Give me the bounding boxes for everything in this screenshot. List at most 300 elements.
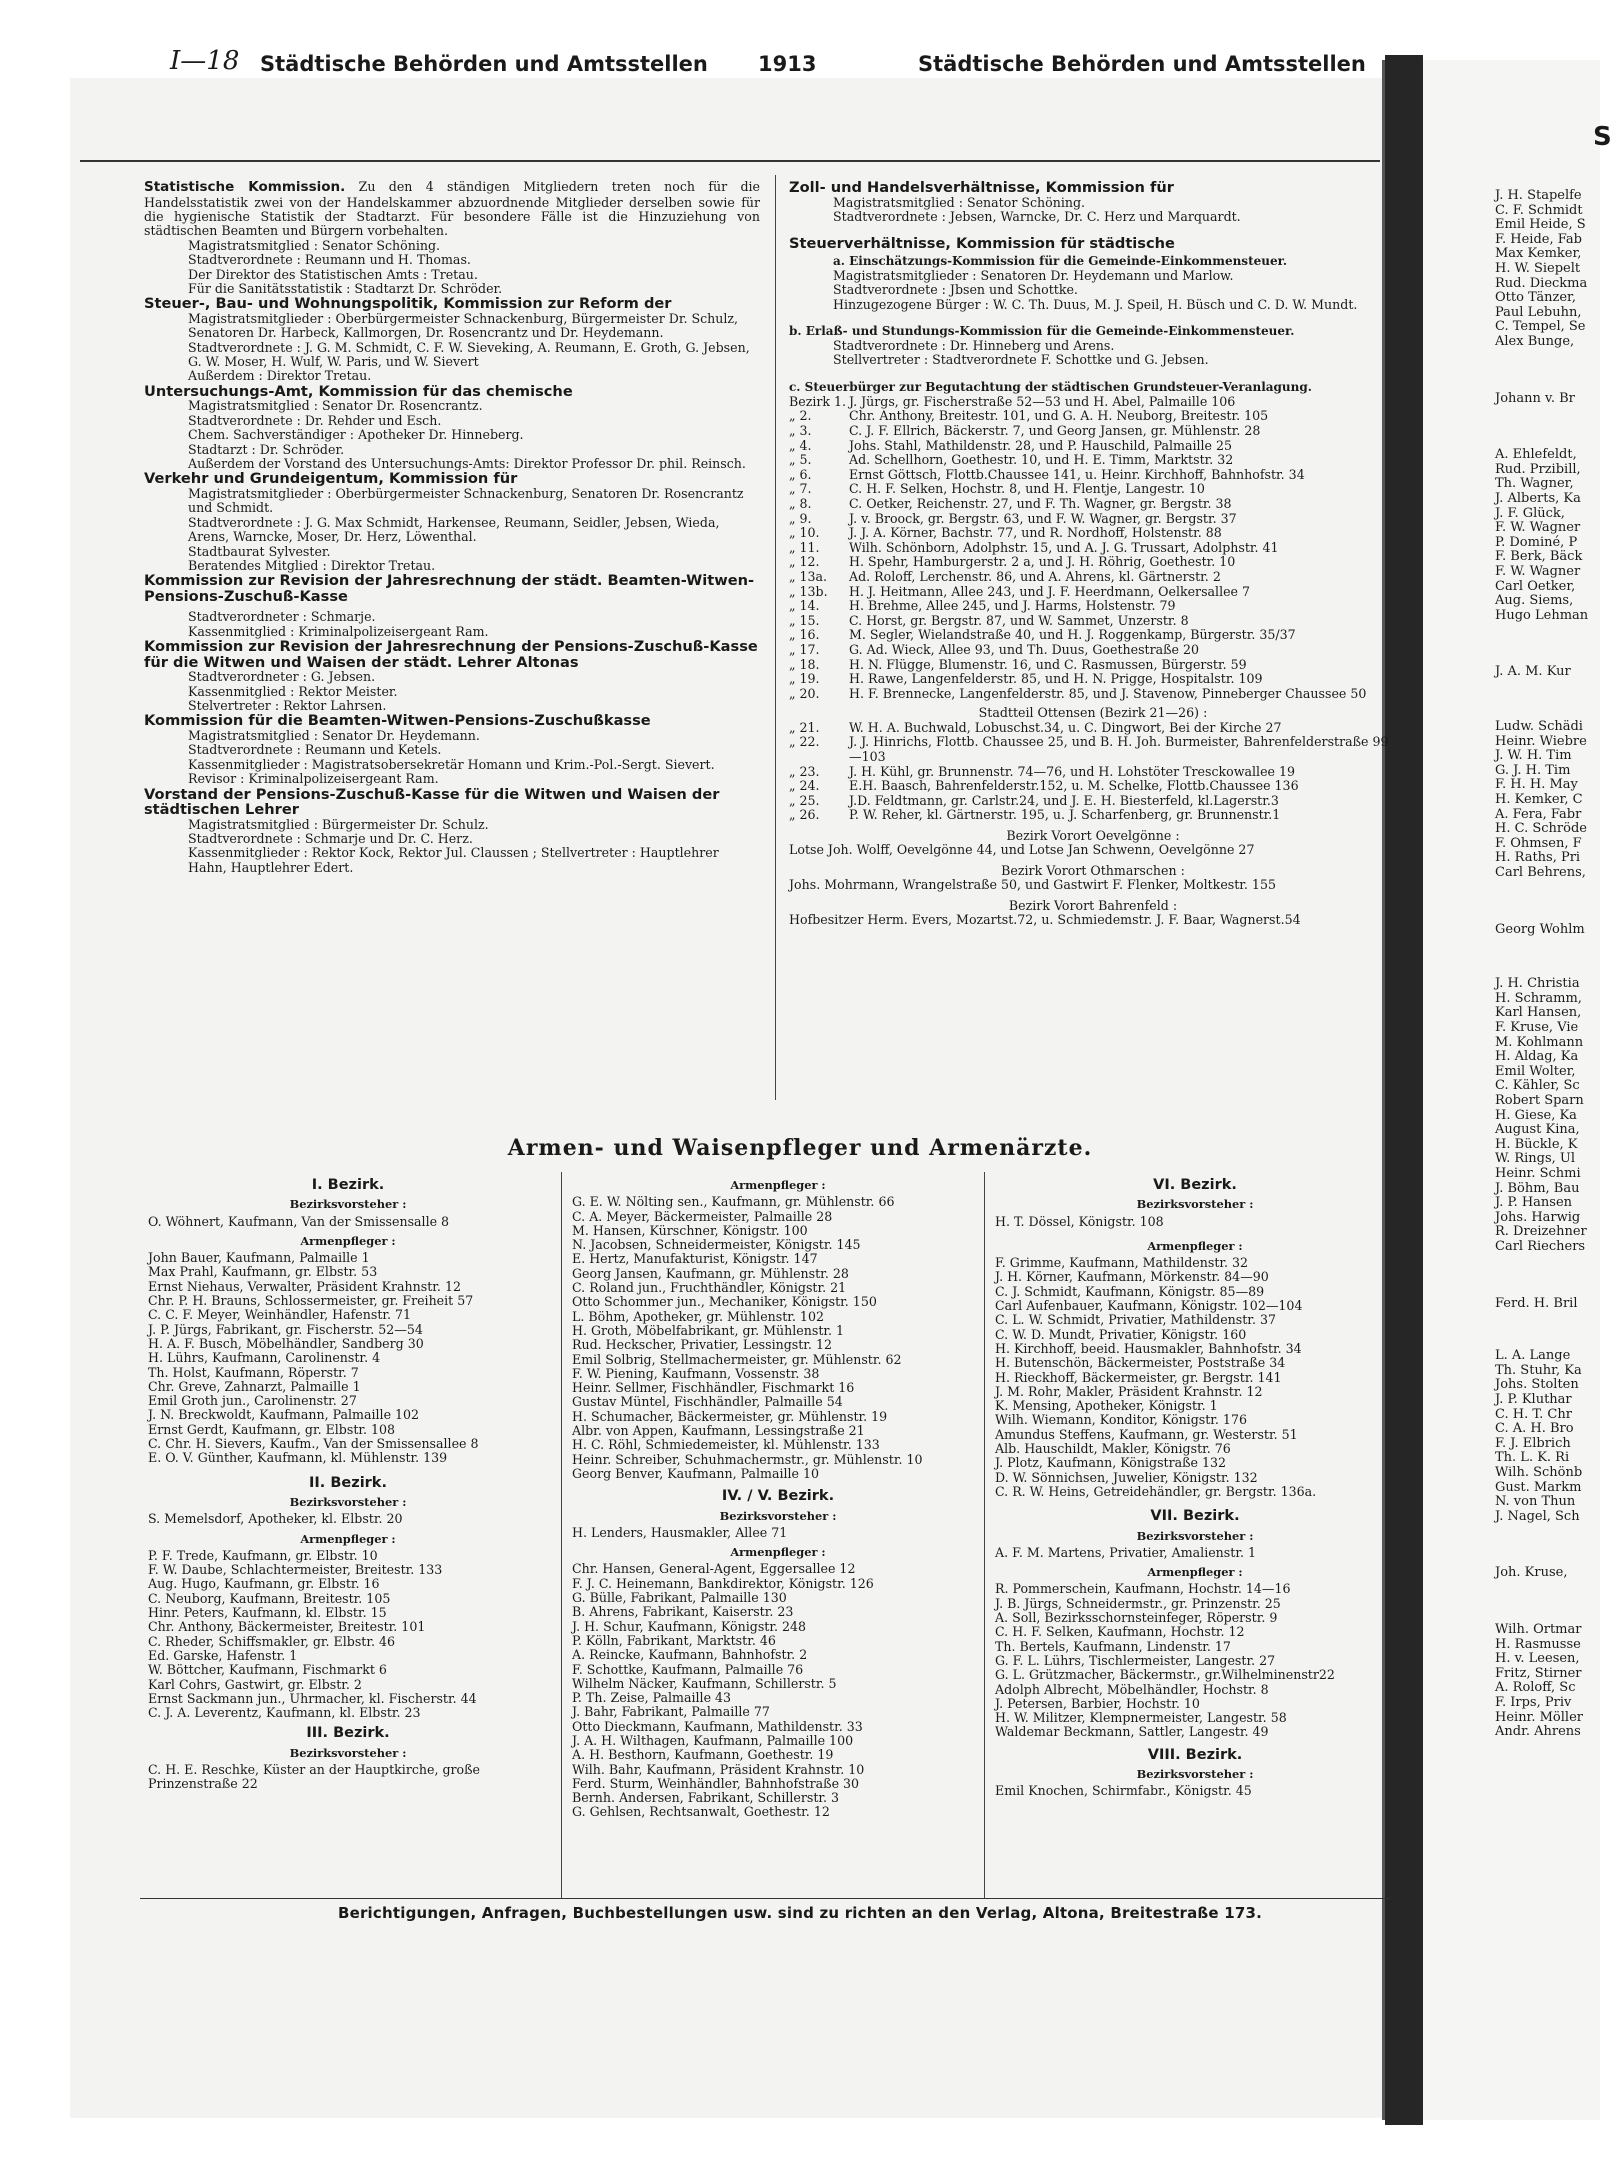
adjacent-page-line: J. Nagel, Sch	[1495, 1508, 1580, 1524]
bezirk-text: W. H. A. Buchwald, Lobuschst.34, u. C. Dingwort, Bei der Kirche 27	[849, 719, 1282, 735]
adjacent-page-line: H. Aldag, Ka	[1495, 1049, 1579, 1065]
list-line: C. R. W. Heins, Getreidehändler, gr. Bergstr. 136a.	[995, 1483, 1317, 1499]
list-line: E. O. V. Günther, Kaufmann, kl. Mühlenstr. 139	[148, 1450, 448, 1466]
adjacent-page-line: Carl Oetker,	[1495, 578, 1576, 594]
list-line: C. H. F. Selken, Kaufmann, Hochstr. 12	[995, 1624, 1245, 1640]
list-line: Aug. Hugo, Kaufmann, gr. Elbstr. 16	[148, 1576, 380, 1592]
bezirk-row	[789, 658, 1397, 673]
bezirk-row	[789, 526, 1397, 541]
header-rule	[80, 160, 1380, 162]
adjacent-page-line: F. W. Wagner	[1495, 564, 1581, 579]
list-line: G. F. L. Lührs, Tischlermeister, Langestr. 27	[995, 1652, 1276, 1668]
list-line: C. Roland jun., Fruchthändler, Königstr. 21	[572, 1280, 847, 1296]
list-line: P. Kölln, Fabrikant, Marktstr. 46	[572, 1632, 776, 1648]
adjacent-page-line: Heinr. Wiebre	[1495, 733, 1587, 749]
list-line: J. H. Körner, Kaufmann, Mörkenstr. 84—90	[995, 1269, 1269, 1285]
bezirk-row	[789, 794, 1397, 809]
bezirk-text: H. Rawe, Langenfelderstr. 85, und H. N. Prigge, Hospitalstr. 109	[849, 671, 1263, 687]
adjacent-page	[1423, 60, 1612, 2120]
list-line: Magistratsmitglied : Senator Dr. Rosencrantz.	[188, 398, 483, 414]
col2-pfleger-2	[572, 1562, 984, 1819]
bezirk-number: „ 2.	[789, 408, 812, 424]
bezirk-text: J.D. Feldtmann, gr. Carlstr.24, und J. E. H. Biesterfeld, kl.Lagerstr.3	[849, 792, 1279, 808]
adjacent-page-line: C. A. H. Bro	[1495, 1421, 1574, 1437]
list-line: Karl Cohrs, Gastwirt, gr. Elbstr. 2	[148, 1676, 362, 1692]
list-line: Stadtverordnete : Jebsen, Warncke, Dr. C. Herz und Marquardt.	[833, 208, 1241, 224]
adjacent-page-line: Georg Wohlm	[1495, 921, 1585, 937]
adjacent-page-line: C. Kähler, Sc	[1495, 1078, 1580, 1094]
list-line: Stadtverordneter : G. Jebsen.	[188, 669, 376, 685]
adjacent-page-line: C. Tempel, Se	[1495, 319, 1586, 335]
list-line: C. Neuborg, Kaufmann, Breitestr. 105	[148, 1590, 391, 1606]
list-line: C. L. W. Schmidt, Privatier, Mathildenstr. 37	[995, 1312, 1276, 1328]
pfleger-label: Armenpfleger :	[300, 1531, 396, 1546]
bezirk-text: H. F. Brennecke, Langenfelderstr. 85, und J. Stavenow, Pinneberger Chaussee 50	[849, 685, 1367, 701]
list-line: Ernst Niehaus, Verwalter, Präsident Krahnstr. 12	[148, 1278, 461, 1294]
bezirk-text: E.H. Baasch, Bahrenfelderstr.152, u. M. Schelke, Flottb.Chaussee 136	[849, 778, 1299, 794]
steuerv-title: Steuerverhältnisse, Kommission für städtische	[789, 235, 1175, 253]
zoll-title: Zoll- und Handelsverhältnisse, Kommission für	[789, 179, 1174, 196]
armen-title: Armen- und Waisenpfleger und Armenärzte.	[507, 1135, 1093, 1161]
list-line: Waldemar Beckmann, Sattler, Langestr. 49	[995, 1724, 1269, 1740]
bezirk-row	[789, 721, 1397, 736]
list-line: Th. Holst, Kaufmann, Röperstr. 7	[148, 1364, 359, 1380]
adjacent-page-line: J. Alberts, Ka	[1495, 491, 1581, 506]
adjacent-page-line: H. C. Schröde	[1495, 821, 1587, 837]
adjacent-page-line: A. Ehlefeldt,	[1495, 447, 1577, 463]
bezirk-row	[789, 512, 1397, 527]
bezirk-number: „ 4.	[789, 437, 812, 453]
pfleger-label: Armenpfleger :	[730, 1178, 826, 1192]
list-line: H. Rieckhoff, Bäckermeister, gr. Bergstr. 141	[995, 1369, 1282, 1385]
bezirk-number: „ 6.	[789, 466, 812, 482]
vorstand-title: Vorstand der Pensions-Zuschuß-Kasse für die Witwen und Waisen der städtischen Lehrer	[144, 785, 720, 818]
adjacent-page-line: A. Roloff, Sc	[1495, 1680, 1576, 1696]
oevelgoenne-text: Lotse Joh. Wolff, Oevelgönne 44, und Lotse Jan Schwenn, Oevelgönne 27	[789, 842, 1255, 858]
bezirk-number: „ 20.	[789, 685, 820, 701]
list-line: J. Plotz, Kaufmann, Königstraße 132	[995, 1455, 1227, 1471]
bezirk-number: „ 25.	[789, 792, 820, 808]
header-year: 1913	[758, 52, 817, 76]
adjacent-page-line: Th. Stuhr, Ka	[1495, 1362, 1582, 1378]
list-line: N. Jacobsen, Schneidermeister, Königstr. 145	[572, 1237, 861, 1253]
adjacent-page-line: Wilh. Ortmar	[1495, 1622, 1582, 1637]
adjacent-page-line: Heinr. Möller	[1495, 1709, 1583, 1725]
list-line: E. Hertz, Manufakturist, Königstr. 147	[572, 1251, 818, 1267]
list-line: Für die Sanitätsstatistik : Stadtarzt Dr. Schröder.	[188, 280, 503, 296]
adjacent-page-line: J. H. Stapelfe	[1495, 188, 1582, 203]
list-line: Ed. Garske, Hafenstr. 1	[148, 1647, 298, 1663]
adjacent-page-line: Karl Hansen,	[1495, 1005, 1582, 1021]
list-line: H. Lührs, Kaufmann, Carolinenstr. 4	[148, 1350, 381, 1366]
list-line: H. Kirchhoff, beeid. Hausmakler, Bahnhofstr. 34	[995, 1340, 1302, 1356]
pfleger-label: Armenpfleger :	[1147, 1238, 1243, 1253]
list-line: Bernh. Andersen, Fabrikant, Schillerstr. 3	[572, 1790, 840, 1806]
bezirk-text: J. J. Hinrichs, Flottb. Chaussee 25, und B. H. Joh. Burmeister, Bahrenfelderstraße 99—103	[849, 734, 1389, 764]
right-column	[789, 180, 1397, 927]
list-line: Kassenmitglieder : Rektor Kock, Rektor Jul. Claussen ; Stellvertreter : Hauptlehrer Hahn, Hauptlehrer Edert.	[188, 845, 719, 875]
armen-column-2	[572, 1172, 984, 1820]
pfleger-label: Armenpfleger :	[1147, 1565, 1243, 1580]
steuer-title: Steuer-, Bau- und Wohnungspolitik, Kommission zur Reform der	[144, 295, 672, 313]
bezirk-row	[789, 453, 1397, 468]
list-line: Stadtverordnete : Reumann und Ketels.	[188, 742, 442, 758]
list-line: Magistratsmitglieder : Oberbürgermeister Schnackenburg, Senatoren Dr. Rosencrantz und Schmidt.	[188, 485, 744, 516]
bezirk-text: J. J. A. Körner, Bachstr. 77, und R. Nordhoff, Holstenstr. 88	[849, 525, 1222, 541]
bezirk-row	[789, 570, 1397, 585]
bezirk-number: „ 8.	[789, 496, 812, 511]
verkehr-title: Verkehr und Grundeigentum, Kommission für	[144, 470, 518, 488]
adjacent-page-line: W. Rings, Ul	[1495, 1151, 1576, 1167]
bezirk-45-heading: IV. / V. Bezirk.	[721, 1488, 835, 1505]
vorsteher-label: Bezirksvorsteher :	[1136, 1197, 1254, 1212]
bezirk-2-vorsteher: S. Memelsdorf, Apotheker, kl. Elbstr. 20	[148, 1511, 403, 1527]
adjacent-page-line: F. H. H. May	[1495, 777, 1578, 793]
list-line: Magistratsmitglied : Senator Schöning.	[188, 237, 441, 253]
vorstand-lines	[144, 818, 760, 876]
adjacent-page-line: J. A. M. Kur	[1495, 664, 1571, 680]
list-line: Magistratsmitglieder : Oberbürgermeister Schnackenburg, Bürgermeister Dr. Schulz, Senatoren Dr. Harbeck, Kallmorgen, Dr. Rosencrantz und Dr. Heydemann.	[188, 310, 739, 341]
list-line: P. F. Trede, Kaufmann, gr. Elbstr. 10	[148, 1547, 378, 1563]
rev2-lines	[144, 670, 760, 713]
list-line: Stadtverordnete : Jbsen und Schottke.	[833, 282, 1078, 298]
adjacent-page-line: Rud. Przibill,	[1495, 461, 1581, 477]
bezirk-row	[789, 395, 1397, 410]
adjacent-page-line: Emil Heide, S	[1495, 217, 1586, 233]
bezirk-number: „ 18.	[789, 656, 820, 672]
list-line: Amundus Steffens, Kaufmann, gr. Westerstr. 51	[995, 1426, 1298, 1442]
header-left-title: Städtische Behörden und Amtsstellen	[260, 52, 708, 76]
bezirk-3-heading: III. Bezirk.	[306, 1725, 390, 1742]
list-line: Max Prahl, Kaufmann, gr. Elbstr. 53	[148, 1264, 378, 1280]
list-line: Chr. Hansen, General-Agent, Eggersallee 12	[572, 1561, 856, 1577]
bezirk-number: „ 17.	[789, 641, 820, 657]
adjacent-page-line: F. Kruse, Vie	[1495, 1020, 1579, 1035]
adjacent-page-line: A. Fera, Fabr	[1495, 806, 1582, 822]
bezirk-row	[789, 439, 1397, 454]
ottensen-title: Stadtteil Ottensen (Bezirk 21—26) :	[978, 705, 1208, 721]
bezirk-number: „ 10.	[789, 525, 820, 541]
adjacent-page-line: L. A. Lange	[1495, 1348, 1571, 1364]
list-line: Chem. Sachverständiger : Apotheker Dr. Hinneberg.	[188, 427, 524, 443]
othmarschen-title: Bezirk Vorort Othmarschen :	[1001, 862, 1185, 878]
rev2-title: Kommission zur Revision der Jahresrechnung der Pensions-Zuschuß-Kasse für die Witwen und Waisen der städt. Lehrer Altonas	[144, 638, 758, 671]
list-line: F. Grimme, Kaufmann, Mathildenstr. 32	[995, 1255, 1249, 1271]
bezirk-row	[789, 599, 1397, 614]
adjacent-page-line: J. P. Hansen	[1495, 1195, 1573, 1211]
bezirk-1-vorsteher: O. Wöhnert, Kaufmann, Van der Smissensalle 8	[148, 1213, 450, 1229]
bezirk-text: J. H. Kühl, gr. Brunnenstr. 74—76, und H. Lohstöter Tresckowallee 19	[849, 763, 1295, 779]
bezirk-2-heading: II. Bezirk.	[309, 1474, 387, 1491]
bezirk-text: Wilh. Schönborn, Adolphstr. 15, und A. J. G. Trussart, Adolphstr. 41	[849, 539, 1279, 555]
armen-column-3	[995, 1172, 1395, 1799]
list-line: Stadtverordnete : J. G. M. Schmidt, C. F. W. Sieveking, A. Reumann, E. Groth, G. Jebsen, G. W. Moser, H. Wulf, W. Paris, und W. Sievert	[188, 339, 750, 370]
adjacent-page-line: F. W. Wagner	[1495, 520, 1581, 536]
oevelgoenne-title: Bezirk Vorort Oevelgönne :	[1006, 827, 1180, 843]
bezirk-text: C. J. F. Ellrich, Bäckerstr. 7, und Georg Jansen, gr. Mühlenstr. 28	[849, 423, 1261, 439]
adjacent-page-line: Otto Tänzer,	[1495, 290, 1576, 306]
bezirk-number: „ 11.	[789, 539, 820, 555]
list-line: J. Petersen, Barbier, Hochstr. 10	[995, 1695, 1200, 1711]
list-line: C. J. Schmidt, Kaufmann, Königstr. 85—89	[995, 1283, 1265, 1299]
bezirk-number: „ 13a.	[789, 568, 828, 584]
bezirk-number: „ 14.	[789, 598, 820, 614]
adjacent-page-line: H. Giese, Ka	[1495, 1107, 1577, 1123]
list-line: M. Hansen, Kürschner, Königstr. 100	[572, 1222, 808, 1238]
list-line: G. L. Grützmacher, Bäckermstr., gr.Wilhelminenstr22	[995, 1667, 1335, 1683]
list-line: H. W. Militzer, Klempnermeister, Langestr. 58	[995, 1710, 1287, 1726]
bezirk-text: P. W. Reher, kl. Gärtnerstr. 195, u. J. Scharfenberg, gr. Brunnenstr.1	[849, 807, 1281, 823]
bezirk-number: „ 15.	[789, 612, 820, 628]
list-line: Chr. Anthony, Bäckermeister, Breitestr. 101	[148, 1619, 426, 1635]
list-line: Hinzugezogene Bürger : W. C. Th. Duus, M. J. Speil, H. Büsch und C. D. W. Mundt.	[833, 296, 1358, 312]
adjacent-page-line: Th. L. K. Ri	[1495, 1450, 1570, 1466]
list-line: C. Chr. H. Sievers, Kaufm., Van der Smissensallee 8	[148, 1436, 479, 1452]
list-line: Stadtverordnete : Reumann und H. Thomas.	[188, 252, 471, 268]
adjacent-page-line: Gust. Markm	[1495, 1479, 1582, 1495]
armen-column-1	[148, 1172, 548, 1792]
bezirk-text: Johs. Stahl, Mathildenstr. 28, und P. Hauschild, Palmaille 25	[849, 437, 1233, 453]
list-line: Magistratsmitglied : Senator Schöning.	[833, 194, 1086, 210]
bezirk-row	[789, 735, 1397, 764]
list-line: J. A. H. Wilthagen, Kaufmann, Palmaille 100	[572, 1732, 854, 1748]
list-line: Ernst Sackmann jun., Uhrmacher, kl. Fischerstr. 44	[148, 1690, 477, 1706]
list-line: Wilh. Wiemann, Konditor, Königstr. 176	[995, 1412, 1247, 1428]
list-line: A. H. Besthorn, Kaufmann, Goethestr. 19	[572, 1747, 834, 1763]
bezirk-row	[789, 424, 1397, 439]
bezirk-text: Ad. Roloff, Lerchenstr. 86, und A. Ahrens, kl. Gärtnerstr. 2	[849, 568, 1221, 584]
bezirk-row	[789, 779, 1397, 794]
bezirk-row	[789, 765, 1397, 780]
col2-pfleger-1	[572, 1195, 984, 1481]
unters-title: Untersuchungs-Amt, Kommission für das chemische	[144, 382, 573, 400]
rev1-lines	[144, 610, 760, 639]
adjacent-page-line: C. H. T. Chr	[1495, 1406, 1572, 1422]
armen-divider-2	[984, 1172, 985, 1898]
bezirk-number: „ 9.	[789, 510, 812, 526]
adjacent-page-line: H. Bückle, K	[1495, 1136, 1578, 1152]
bezirk-text: Ad. Schellhorn, Goethestr. 10, und H. E. Timm, Marktstr. 32	[849, 452, 1234, 468]
steuer-lines	[144, 312, 760, 384]
adjacent-page-line: J. H. Christia	[1495, 976, 1580, 992]
list-line: A. Reincke, Kaufmann, Bahnhofstr. 2	[572, 1647, 808, 1663]
list-line: Stadtverordnete : Dr. Rehder und Esch.	[188, 412, 442, 428]
publisher-footer: Berichtigungen, Anfragen, Buchbestellungen usw. sind zu richten an den Verlag, Altona, Breitestraße 173.	[337, 1904, 1263, 1922]
adjacent-page-line: Th. Wagner,	[1495, 476, 1574, 492]
bezirk-number: „ 12.	[789, 554, 820, 570]
bezirk-list	[789, 395, 1397, 701]
list-line: F. J. C. Heinemann, Bankdirektor, Königstr. 126	[572, 1575, 874, 1591]
adjacent-page-line: J. W. H. Tim	[1495, 748, 1572, 764]
list-line: Stadtverordnete : Dr. Hinneberg und Arens.	[833, 338, 1115, 354]
bezirk-8-heading: VIII. Bezirk.	[1147, 1746, 1243, 1763]
list-line: H. Schumacher, Bäckermeister, gr. Mühlenstr. 19	[572, 1408, 888, 1424]
adjacent-page-line: C. F. Schmidt	[1495, 202, 1583, 218]
list-line: C. W. D. Mundt, Privatier, Königstr. 160	[995, 1326, 1247, 1342]
list-line: Stadtverordnete : Schmarje und Dr. C. Herz.	[188, 830, 473, 846]
list-line: G. Bülle, Fabrikant, Palmaille 130	[572, 1590, 787, 1606]
bezirk-row	[789, 808, 1397, 823]
bezirk-1-pfleger	[148, 1251, 548, 1465]
bezirk-7-pfleger	[995, 1582, 1395, 1739]
adjacent-page-line: Aug. Siems,	[1495, 593, 1574, 609]
bezirk-7-vorsteher: A. F. M. Martens, Privatier, Amalienstr. 1	[995, 1544, 1256, 1560]
page-number: I—18	[170, 46, 240, 76]
list-line: Georg Benver, Kaufmann, Palmaille 10	[572, 1465, 820, 1481]
ottensen-list	[789, 721, 1397, 823]
adjacent-page-line: Ferd. H. Bril	[1495, 1295, 1578, 1311]
list-line: Stadtarzt : Dr. Schröder.	[188, 441, 345, 457]
list-line: Chr. Greve, Zahnarzt, Palmaille 1	[148, 1378, 361, 1394]
adjacent-page-line: M. Kohlmann	[1495, 1034, 1584, 1050]
adjacent-page-line: P. Dominé, P	[1495, 534, 1578, 550]
list-line: Hinr. Peters, Kaufmann, kl. Elbstr. 15	[148, 1605, 387, 1621]
bahrenfeld-text: Hofbesitzer Herm. Evers, Mozartst.72, u. Schmiedemstr. J. F. Baar, Wagnerst.54	[789, 911, 1301, 927]
list-line: W. Böttcher, Kaufmann, Fischmarkt 6	[148, 1662, 387, 1678]
bezirk-number: „ 21.	[789, 719, 820, 735]
list-line: L. Böhm, Apotheker, gr. Mühlenstr. 102	[572, 1308, 824, 1324]
bezirk-text: C. H. F. Selken, Hochstr. 8, und H. Flentje, Langestr. 10	[849, 481, 1205, 497]
list-line: Otto Dieckmann, Kaufmann, Mathildenstr. 33	[572, 1718, 863, 1734]
footer-rule	[140, 1898, 1390, 1899]
bezirk-6-pfleger	[995, 1256, 1395, 1499]
list-line: D. W. Sönnichsen, Juwelier, Königstr. 132	[995, 1469, 1258, 1485]
list-line: H. Butenschön, Bäckermeister, Poststraße 34	[995, 1355, 1286, 1371]
beamten-title: Kommission für die Beamten-Witwen-Pensions-Zuschußkasse	[144, 712, 651, 730]
list-line: J. P. Jürgs, Fabrikant, gr. Fischerstr. 52—54	[148, 1321, 423, 1337]
bezirk-number: Bezirk 1.	[789, 393, 847, 409]
adjacent-page-line: N. von Thun	[1495, 1494, 1576, 1510]
list-line: Beratendes Mitglied : Direktor Tretau.	[188, 557, 436, 573]
bezirk-8-vorsteher: Emil Knochen, Schirmfabr., Königstr. 45	[995, 1783, 1252, 1799]
bezirk-text: G. Ad. Wieck, Allee 93, und Th. Duus, Goethestraße 20	[849, 641, 1200, 657]
list-line: Chr. P. H. Brauns, Schlossermeister, gr. Freiheit 57	[148, 1293, 474, 1309]
adjacent-page-line: Rud. Dieckma	[1495, 275, 1588, 291]
list-line: Magistratsmitglieder : Senatoren Dr. Heydemann und Marlow.	[833, 267, 1234, 283]
b-lines	[789, 339, 1397, 368]
bezirk-text: H. Spehr, Hamburgerstr. 2 a, und J. H. Röhrig, Goethestr. 10	[849, 554, 1236, 570]
bezirk-text: M. Segler, Wielandstraße 40, und H. J. Roggenkamp, Bürgerstr. 35/37	[849, 627, 1296, 643]
list-line: F. W. Piening, Kaufmann, Vossenstr. 38	[572, 1365, 820, 1381]
adjacent-page-line: Wilh. Schönb	[1495, 1465, 1583, 1480]
adjacent-page-line: R. Dreizehner	[1495, 1224, 1587, 1240]
stat-title: Statistische Kommission.	[144, 179, 346, 195]
list-line: Kassenmitglied : Rektor Meister.	[188, 683, 398, 699]
list-line: Emil Groth jun., Carolinenstr. 27	[148, 1393, 357, 1409]
stat-text: Zu den 4 ständigen Mitgliedern treten noch für die Handelsstatistik zwei von der Handelskammer abzuordnende Mitglieder derselben sowie für die hygienische Statistik der Stadtarzt. Für besondere Fälle ist die Hinzuziehung von städtischen Beamten und Bürgern vorbehalten.	[144, 179, 760, 239]
adjacent-page-line: H. Raths, Pri	[1495, 850, 1581, 866]
list-line: Außerdem der Vorstand des Untersuchungs-Amts: Direktor Professor Dr. phil. Reinsch.	[188, 456, 746, 471]
adjacent-page-line: Carl Behrens,	[1495, 865, 1586, 880]
list-line: Emil Solbrig, Stellmachermeister, gr. Mühlenstr. 62	[572, 1351, 902, 1367]
list-line: J. N. Breckwoldt, Kaufmann, Palmaille 102	[148, 1407, 420, 1423]
adjacent-page-line: F. Irps, Priv	[1495, 1695, 1572, 1710]
bezirk-text: J. Jürgs, gr. Fischerstraße 52—53 und H. Abel, Palmaille 106	[849, 393, 1236, 409]
pfleger-label: Armenpfleger :	[300, 1233, 396, 1248]
adjacent-page-line: Ludw. Schädi	[1495, 719, 1583, 734]
bezirk-row	[789, 585, 1397, 600]
bezirk-text: Ernst Göttsch, Flottb.Chaussee 141, u. Heinr. Kirchhoff, Bahnhofstr. 34	[849, 466, 1305, 482]
adjacent-page-line: F. Heide, Fab	[1495, 231, 1582, 247]
bezirk-row	[789, 482, 1397, 497]
adjacent-page-line: F. J. Elbrich	[1495, 1435, 1571, 1451]
list-line: Magistratsmitglied : Senator Dr. Heydemann.	[188, 727, 480, 743]
list-line: R. Pommerschein, Kaufmann, Hochstr. 14—16	[995, 1581, 1291, 1597]
vorsteher-label: Bezirksvorsteher :	[719, 1508, 837, 1523]
list-line: H. C. Röhl, Schmiedemeister, kl. Mühlenstr. 133	[572, 1437, 880, 1453]
othmarschen-text: Johs. Mohrmann, Wrangelstraße 50, und Gastwirt F. Flenker, Moltkestr. 155	[789, 877, 1276, 893]
list-line: Th. Bertels, Kaufmann, Lindenstr. 17	[995, 1638, 1231, 1654]
list-line: Carl Aufenbauer, Kaufmann, Königstr. 102—104	[995, 1298, 1303, 1314]
a-lines	[789, 269, 1397, 312]
c-title: c. Steuerbürger zur Begutachtung der städtischen Grundsteuer-Veranlagung.	[789, 379, 1312, 394]
list-line: Magistratsmitglied : Bürgermeister Dr. Schulz.	[188, 816, 489, 832]
list-line: Otto Schommer jun., Mechaniker, Königstr. 150	[572, 1294, 877, 1310]
list-line: Revisor : Kriminalpolizeisergeant Ram.	[188, 771, 439, 787]
list-line: G. Gehlsen, Rechtsanwalt, Goethestr. 12	[572, 1804, 830, 1820]
armen-divider-1	[561, 1172, 562, 1898]
bezirk-row	[789, 468, 1397, 483]
zoll-lines	[789, 196, 1397, 225]
bezirk-text: H. N. Flügge, Blumenstr. 16, und C. Rasmussen, Bürgerstr. 59	[849, 656, 1247, 672]
list-line: Stadtbaurat Sylvester.	[188, 543, 331, 559]
bezirk-45-vorsteher: H. Lenders, Hausmakler, Allee 71	[572, 1524, 788, 1540]
list-line: J. B. Jürgs, Schneidermstr., gr. Prinzenstr. 25	[995, 1595, 1281, 1611]
adjacent-page-line: Johann v. Br	[1495, 390, 1575, 406]
bezirk-6-vorsteher: H. T. Dössel, Königstr. 108	[995, 1213, 1164, 1229]
adjacent-page-line: H. Kemker, C	[1495, 792, 1583, 807]
adjacent-page-line: Max Kemker,	[1495, 246, 1582, 262]
list-line: F. W. Daube, Schlachtermeister, Breitestr. 133	[148, 1562, 443, 1578]
bezirk-row	[789, 497, 1397, 512]
bezirk-number: „ 3.	[789, 423, 812, 439]
adjacent-page-line: H. v. Leesen,	[1495, 1651, 1580, 1667]
bezirk-row	[789, 409, 1397, 424]
stat-paragraph	[144, 180, 760, 239]
vorsteher-label: Bezirksvorsteher :	[289, 1197, 407, 1212]
adjacent-page-line: J. P. Kluthar	[1495, 1392, 1572, 1407]
adjacent-page-line: Alex Bunge,	[1495, 334, 1575, 349]
bezirk-text: H. J. Heitmann, Allee 243, und J. F. Heerdmann, Oelkersallee 7	[849, 583, 1251, 599]
bezirk-row	[789, 628, 1397, 643]
adjacent-page-line: H. Rasmusse	[1495, 1636, 1581, 1652]
unters-lines	[144, 399, 760, 471]
adjacent-page-line: F. Berk, Bäck	[1495, 549, 1583, 565]
list-line: Alb. Hauschildt, Makler, Königstr. 76	[995, 1441, 1231, 1457]
bezirk-number: „ 7.	[789, 481, 812, 497]
adjacent-page-line: Joh. Kruse,	[1495, 1565, 1568, 1581]
vorsteher-label: Bezirksvorsteher :	[1136, 1528, 1254, 1543]
bezirk-row	[789, 687, 1397, 702]
bezirk-number: „ 22.	[789, 734, 820, 750]
adjacent-page-heading: S	[1593, 122, 1612, 152]
bezirk-text: C. Horst, gr. Bergstr. 87, und W. Sammet, Unzerstr. 8	[849, 612, 1189, 628]
list-line: Kassenmitglied : Kriminalpolizeisergeant Ram.	[188, 623, 489, 639]
vorsteher-label: Bezirksvorsteher :	[1136, 1766, 1254, 1781]
a-title: a. Einschätzungs-Kommission für die Gemeinde-Einkommensteuer.	[833, 253, 1288, 268]
adjacent-page-line: J. F. Glück,	[1495, 505, 1565, 521]
b-title: b. Erlaß- und Stundungs-Kommission für die Gemeinde-Einkommensteuer.	[789, 324, 1295, 339]
list-line: G. E. W. Nölting sen., Kaufmann, gr. Mühlenstr. 66	[572, 1194, 895, 1210]
list-line: Rud. Heckscher, Privatier, Lessingstr. 12	[572, 1337, 832, 1353]
list-line: Kassenmitglieder : Magistratsobersekretär Homann und Krim.-Pol.-Sergt. Sievert.	[188, 756, 715, 772]
list-line: F. Schottke, Kaufmann, Palmaille 76	[572, 1661, 804, 1677]
bezirk-number: „ 5.	[789, 452, 812, 468]
bezirk-text: C. Oetker, Reichenstr. 27, und F. Th. Wagner, gr. Bergstr. 38	[849, 496, 1232, 511]
rev1-title: Kommission zur Revision der Jahresrechnung der städt. Beamten-Witwen-Pensions-Zuschuß-Kasse	[144, 572, 755, 605]
list-line: John Bauer, Kaufmann, Palmaille 1	[148, 1250, 370, 1266]
adjacent-page-line: F. Ohmsen, F	[1495, 835, 1582, 851]
